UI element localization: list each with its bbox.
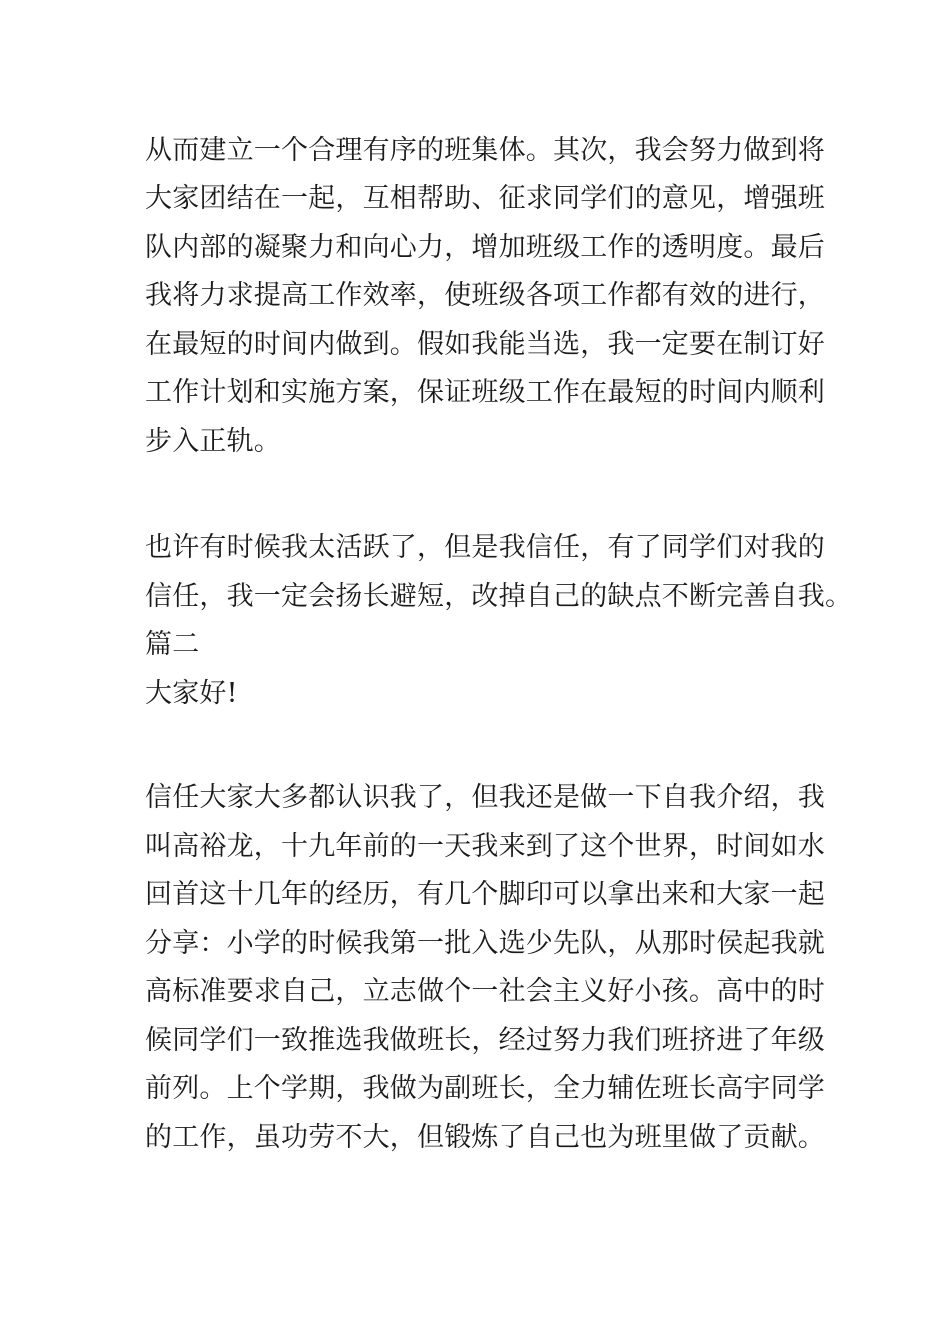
- paragraph-1-line: 我将力求提高工作效率，使班级各项工作都有效的进行，: [145, 280, 825, 311]
- paragraph-3-line: 的工作，虽功劳不大，但锻炼了自己也为班里做了贡献。: [145, 1122, 825, 1153]
- paragraph-1-line: 队内部的凝聚力和向心力，增加班级工作的透明度。最后: [145, 232, 825, 263]
- paragraph-1-line: 工作计划和实施方案，保证班级工作在最短的时间内顺利: [145, 377, 825, 408]
- paragraph-3-line: 信任大家大多都认识我了，但我还是做一下自我介绍，我: [145, 782, 825, 813]
- paragraph-3-line: 候同学们一致推选我做班长，经过努力我们班挤进了年级: [145, 1025, 825, 1056]
- paragraph-3-line: 高标准要求自己，立志做个一社会主义好小孩。高中的时: [145, 976, 825, 1007]
- paragraph-1-line: 在最短的时间内做到。假如我能当选，我一定要在制订好: [145, 329, 825, 360]
- section-heading: 篇二: [145, 629, 200, 660]
- paragraph-2-line: 信任，我一定会扬长避短，改掉自己的缺点不断完善自我。: [145, 581, 853, 612]
- paragraph-1-line: 步入正轨。: [145, 426, 281, 457]
- greeting: 大家好!: [145, 678, 238, 709]
- paragraph-1-line: 大家团结在一起，互相帮助、征求同学们的意见，增强班: [145, 183, 825, 214]
- paragraph-3-line: 前列。上个学期，我做为副班长，全力辅佐班长高宇同学: [145, 1073, 825, 1104]
- paragraph-3-line: 叫高裕龙，十九年前的一天我来到了这个世界，时间如水: [145, 831, 825, 862]
- paragraph-1-line: 从而建立一个合理有序的班集体。其次，我会努力做到将: [145, 135, 825, 166]
- paragraph-3-line: 分享：小学的时候我第一批入选少先队，从那时侯起我就: [145, 928, 825, 959]
- paragraph-2-line: 也许有时候我太活跃了，但是我信任，有了同学们对我的: [145, 532, 825, 563]
- paragraph-3-line: 回首这十几年的经历，有几个脚印可以拿出来和大家一起: [145, 879, 825, 910]
